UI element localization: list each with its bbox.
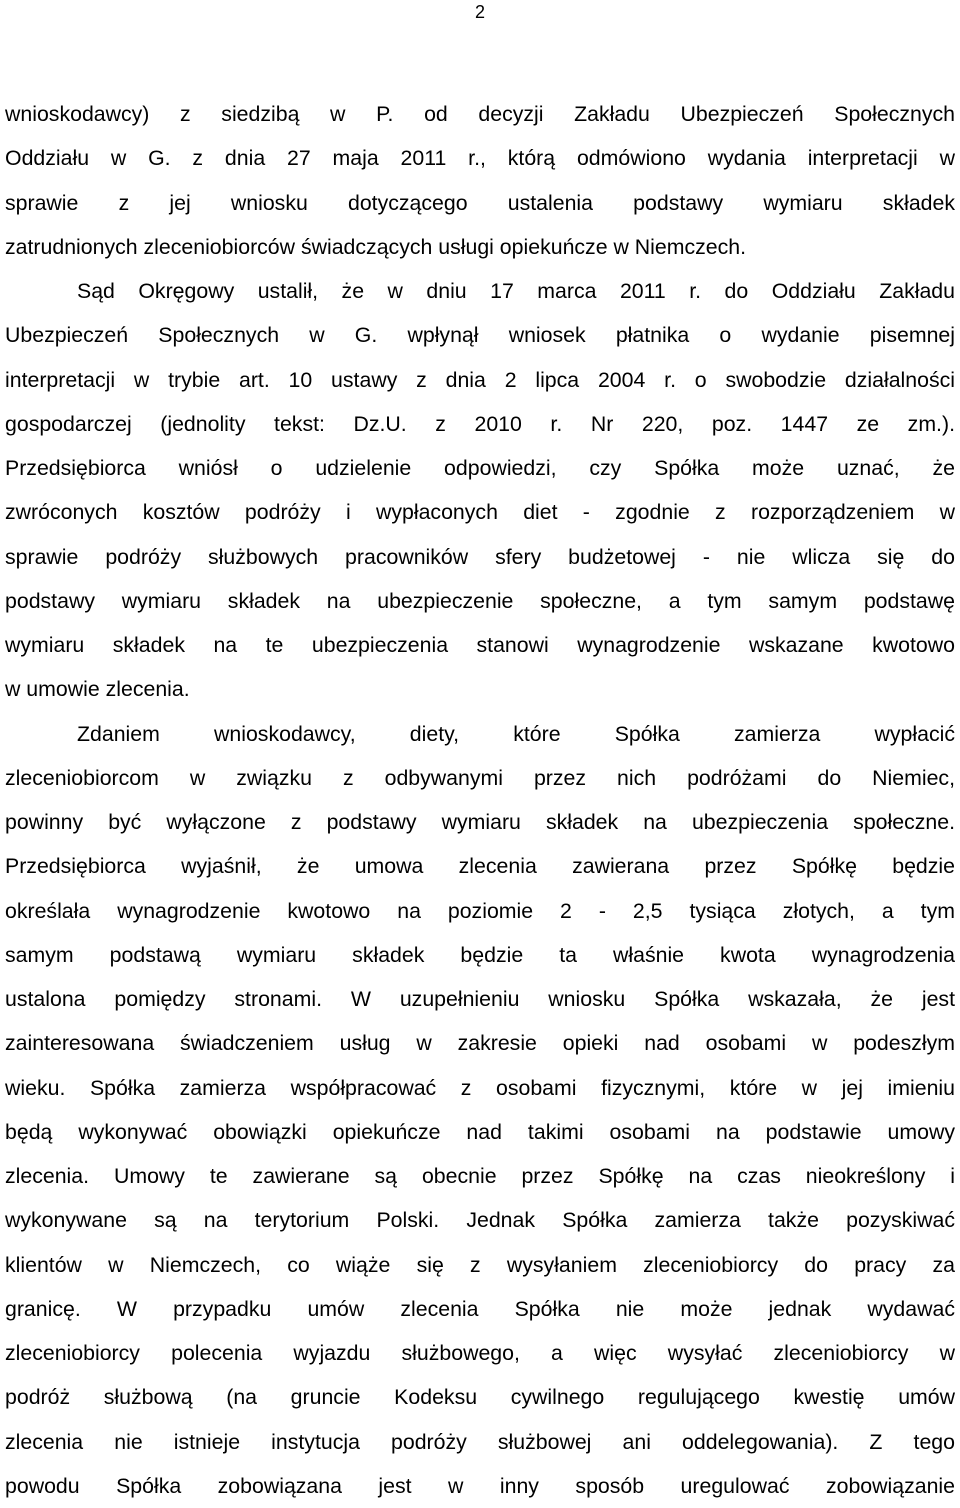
text-line: wymiaru składek na te ubezpieczenia stanowi wynagrodzenie wskazane kwotowo [5, 633, 955, 657]
text-line: Sąd Okręgowy ustalił, że w dniu 17 marca 2011 r. do Oddziału Zakładu [77, 279, 955, 303]
text-line: podstawy wymiaru składek na ubezpieczenie społeczne, a tym samym podstawę [5, 588, 955, 613]
text-line: sprawie z jej wniosku dotyczącego ustalenia podstawy wymiaru składek [5, 190, 955, 215]
text-line: zainteresowana świadczeniem usług w zakresie opieki nad osobami w podeszłym [5, 1031, 955, 1056]
text-line: będą wykonywać obowiązki opiekuńcze nad takimi osobami na podstawie umowy [5, 1119, 955, 1144]
text-line: powodu Spółka zobowiązana jest w inny sposób uregulować zobowiązanie [5, 1473, 955, 1498]
text-line: sprawie podróży służbowych pracowników sfery budżetowej - nie wlicza się do [5, 544, 955, 569]
text-line: powinny być wyłączone z podstawy wymiaru składek na ubezpieczenia społeczne. [5, 810, 955, 834]
text-line: wnioskodawcy) z siedzibą w P. od decyzji Zakładu Ubezpieczeń Społecznych [5, 102, 955, 126]
text-line: zatrudnionych zleceniobiorców świadczących usługi opiekuńcze w Niemczech. [5, 234, 747, 259]
page-number: 2 [474, 2, 485, 22]
text-line: podróż służbową (na gruncie Kodeksu cywilnego regulującego kwestię umów [5, 1385, 955, 1410]
text-line: interpretacji w trybie art. 10 ustawy z dnia 2 lipca 2004 r. o swobodzie działalności [5, 367, 955, 392]
text-line: Zdaniem wnioskodawcy, diety, które Spółka zamierza wypłacić [77, 721, 955, 746]
text-line: w umowie zlecenia. [5, 677, 190, 702]
text-line: zwróconych kosztów podróży i wypłaconych diet - zgodnie z rozporządzeniem w [5, 500, 955, 525]
text-line: zlecenia. Umowy te zawierane są obecnie przez Spółkę na czas nieokreślony i [5, 1164, 955, 1188]
text-line: klientów w Niemczech, co wiąże się z wysyłaniem zleceniobiorcy do pracy za [5, 1252, 955, 1277]
text-line: Oddziału w G. z dnia 27 maja 2011 r., którą odmówiono wydania interpretacji w [5, 146, 955, 171]
document-body [5, 92, 955, 1508]
text-line: zleceniobiorcy polecenia wyjazdu służbowego, a więc wysyłać zleceniobiorcy w [5, 1341, 955, 1365]
text-line: zleceniobiorcom w związku z odbywanymi przez nich podróżami do Niemiec, [5, 765, 955, 790]
text-line: Przedsiębiorca wniósł o udzielenie odpowiedzi, czy Spółka może uznać, że [5, 456, 955, 480]
text-line: wieku. Spółka zamierza współpracować z osobami fizycznymi, które w jej imieniu [5, 1075, 955, 1100]
text-line: samym podstawą wymiaru składek będzie ta właśnie kwota wynagrodzenia [5, 942, 955, 967]
text-line: Ubezpieczeń Społecznych w G. wpłynął wniosek płatnika o wydanie pisemnej [5, 323, 955, 348]
text-line: granicę. W przypadku umów zlecenia Spółka nie może jednak wydawać [5, 1296, 955, 1321]
text-line: Przedsiębiorca wyjaśnił, że umowa zlecenia zawierana przez Spółkę będzie [5, 854, 955, 879]
text-line: określała wynagrodzenie kwotowo na poziomie 2 - 2,5 tysiąca złotych, a tym [5, 898, 955, 923]
text-line: zlecenia nie istnieje instytucja podróży służbowej ani oddelegowania). Z tego [5, 1429, 955, 1454]
text-line: gospodarczej (jednolity tekst: Dz.U. z 2010 r. Nr 220, poz. 1447 ze zm.). [5, 411, 955, 436]
text-line: wykonywane są na terytorium Polski. Jednak Spółka zamierza także pozyskiwać [5, 1208, 955, 1233]
text-line: ustalona pomiędzy stronami. W uzupełnieniu wniosku Spółka wskazała, że jest [5, 987, 955, 1011]
